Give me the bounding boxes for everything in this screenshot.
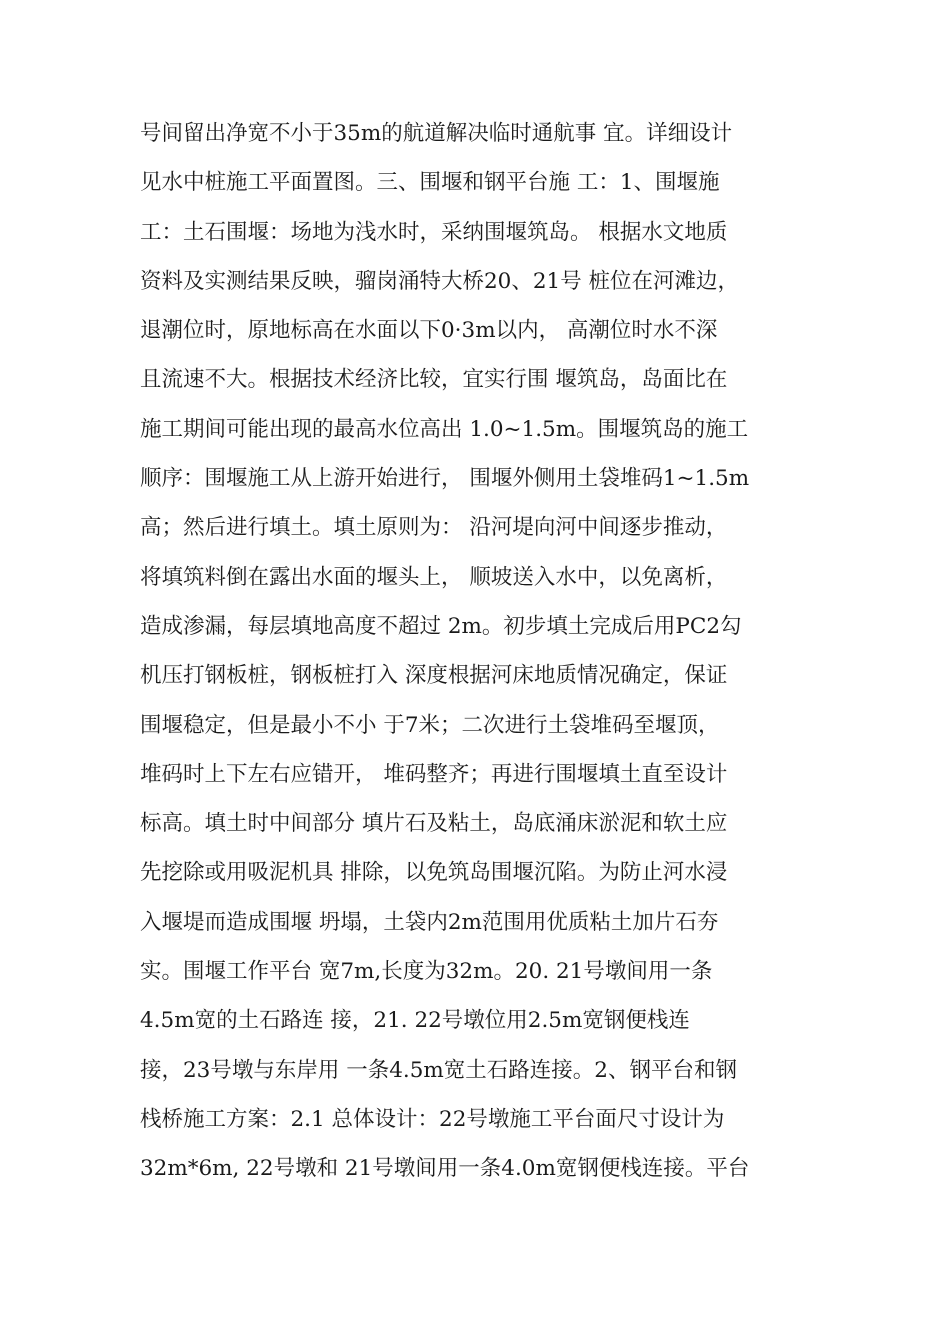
text-line: 且流速不大。根据技术经济比较，宜实行围 堰筑岛，岛面比在 [140,367,728,393]
text-line: 4.5m宽的土石路连 接，21. 22号墩位用2.5m宽钢便栈连 [140,1008,690,1034]
text-line: 顺序：围堰施工从上游开始进行， 围堰外侧用土袋堆码1~1.5m [140,466,750,492]
text-line: 高；然后进行填土。填土原则为： 沿河堤向河中间逐步推动， [140,515,728,541]
text-line: 栈桥施工方案：2.1 总体设计：22号墩施工平台面尺寸设计为 [140,1106,725,1132]
text-line: 先挖除或用吸泥机具 排除，以免筑岛围堰沉陷。为防止河水浸 [140,860,728,886]
text-line: 工：土石围堰：场地为浅水时，采纳围堰筑岛。 根据水文地质 [140,219,728,245]
text-line: 施工期间可能出现的最高水位高出 1.0~1.5m。围堰筑岛的施工 [140,416,749,442]
text-line: 实。围堰工作平台 宽7m,长度为32m。20. 21号墩间用一条 [140,959,713,985]
body-paragraph [140,109,830,1194]
text-line: 将填筑料倒在露出水面的堰头上， 顺坡送入水中，以免离析， [140,564,728,590]
text-line: 造成渗漏，每层填地高度不超过 2m。初步填土完成后用PC2勾 [140,613,742,639]
text-line: 32m*6m, 22号墩和 21号墩间用一条4.0m宽钢便栈连接。平台 [140,1156,750,1182]
text-line: 入堰堤而造成围堰 坍塌，土袋内2m范围用优质粘土加片石夯 [140,909,719,935]
text-line: 标高。填土时中间部分 填片石及粘土，岛底涌床淤泥和软土应 [140,811,728,837]
text-line: 围堰稳定，但是最小不小 于7米；二次进行土袋堆码至堰顶， [140,712,720,738]
text-line: 堆码时上下左右应错开， 堆码整齐；再进行围堰填土直至设计 [140,761,728,787]
text-line: 见水中桩施工平面置图。三、围堰和钢平台施 工：1、围堰施 [140,170,720,196]
text-line: 号间留出净宽不小于35m的航道解决临时通航事 宜。详细设计 [140,121,733,146]
text-line: 资料及实测结果反映，骝岗涌特大桥20、21号 桩位在河滩边， [140,268,740,294]
text-line: 机压打钢板桩，钢板桩打入 深度根据河床地质情况确定，保证 [140,663,728,689]
text-line: 接，23号墩与东岸用 一条4.5m宽土石路连接。2、钢平台和钢 [140,1057,737,1083]
text-line: 退潮位时，原地标高在水面以下0·3m以内， 高潮位时水不深 [140,318,718,344]
